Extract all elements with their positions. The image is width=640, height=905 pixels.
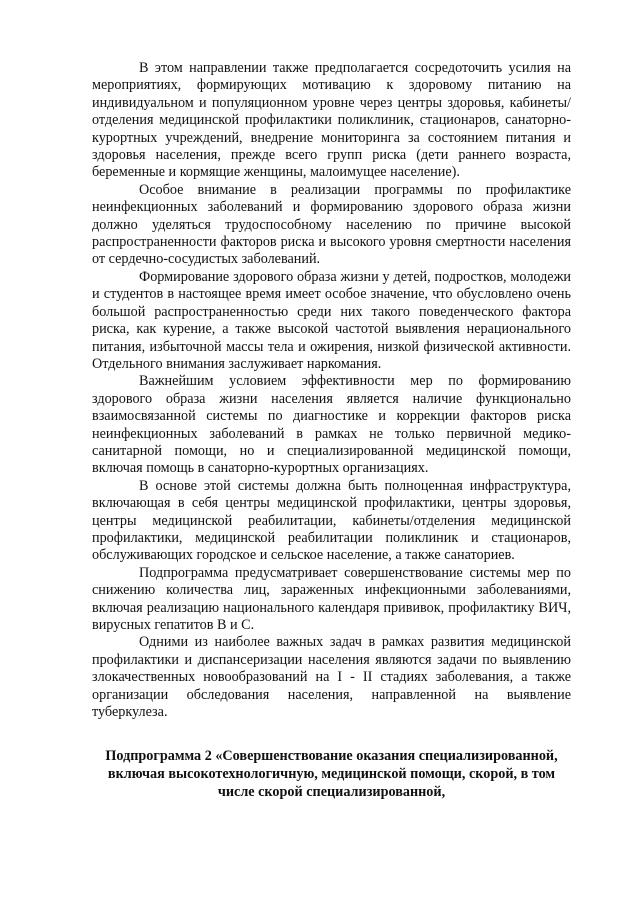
- document-page: [92, 60, 571, 801]
- paragraph-infections: Подпрограмма предусматривает совершенствование системы мер по снижению количества лиц, зараженных инфекционными заболеваниями, включая реализацию национального календаря прививок, профилактику ВИЧ, вирусных гепатитов В и С.: [92, 564, 571, 633]
- paragraph-risk-system: Важнейшим условием эффективности мер по формированию здорового образа жизни населения является наличие функционально взаимосвязанной системы по диагностике и коррекции факторов риска неинфекционных заболеваний в рамках не только первичной медико-санитарной помощи, но и специализированной медицинской помощи, включая помощь в санаторно-курортных организациях.: [92, 373, 571, 477]
- paragraph-screening: Одними из наиболее важных задач в рамках развития медицинской профилактики и диспансеризации населения являются задачи по выявлению злокачественных новообразований на I - II стадиях заболевания, а также организации обследования населения, направленной на выявление туберкулеза.: [92, 634, 571, 721]
- paragraph-working-population: Особое внимание в реализации программы по профилактике неинфекционных заболеваний и формированию здорового образа жизни должно уделяться трудоспособному населению по причине высокой распространенности факторов риска и высокого уровня смертности населения от сердечно-сосудистых заболеваний.: [92, 181, 571, 268]
- paragraph-youth: Формирование здорового образа жизни у детей, подростков, молодежи и студентов в настоящее время имеет особое значение, что обусловлено очень большой распространенностью среди них такого поведенческого фактора риска, как курение, а также высокой частотой выявления нерационального питания, избыточной массы тела и ожирения, низкой физической активности. Отдельного внимания заслуживает наркомания.: [92, 268, 571, 372]
- subprogram-heading: Подпрограмма 2 «Совершенствование оказания специализированной, включая высокотехнологичную, медицинской помощи, скорой, в том числе скорой специализированной,: [105, 748, 558, 801]
- paragraph-nutrition: В этом направлении также предполагается сосредоточить усилия на мероприятиях, формирующих мотивацию к здоровому питанию на индивидуальном и популяционном уровне через центры здоровья, кабинеты/отделения медицинской профилактики поликлиник, стационаров, санаторно-курортных учреждений, внедрение мониторинга за состоянием питания и здоровья населения, прежде всего групп риска (дети раннего возраста, беременные и кормящие женщины, малоимущее население).: [92, 60, 571, 181]
- paragraph-infrastructure: В основе этой системы должна быть полноценная инфраструктура, включающая в себя центры медицинской профилактики, центры здоровья, центры медицинской реабилитации, кабинеты/отделения медицинской профилактики, медицинской реабилитации поликлиник и стационаров, обслуживающих городское и сельское население, а также санаториев.: [92, 477, 571, 564]
